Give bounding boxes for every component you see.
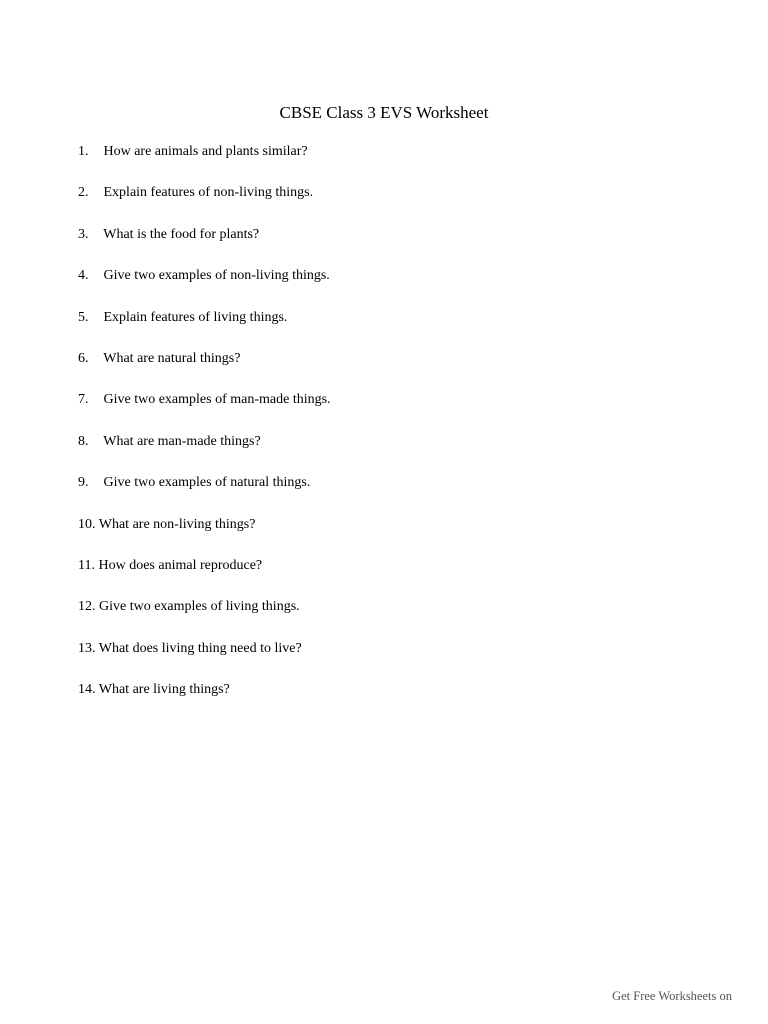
question-item-10 bbox=[78, 515, 698, 556]
question-number: 5. bbox=[78, 309, 89, 325]
question-number: 3. bbox=[78, 226, 89, 242]
question-number: 10. bbox=[78, 516, 96, 532]
question-text: Give two examples of natural things. bbox=[103, 475, 311, 491]
question-item-13 bbox=[78, 639, 698, 680]
question-item-12 bbox=[78, 597, 698, 638]
question-text: What are natural things? bbox=[103, 350, 241, 366]
question-item-9 bbox=[78, 473, 698, 514]
question-item-1 bbox=[78, 142, 698, 183]
question-text: How are animals and plants similar? bbox=[103, 144, 308, 159]
question-list bbox=[78, 142, 698, 721]
question-number: 8. bbox=[78, 433, 89, 449]
question-text: How does animal reproduce? bbox=[98, 557, 263, 573]
question-text: Explain features of non-living things. bbox=[103, 185, 314, 201]
question-item-8 bbox=[78, 432, 698, 473]
question-item-11 bbox=[78, 556, 698, 597]
question-number: 7. bbox=[78, 392, 89, 408]
question-text: Give two examples of living things. bbox=[99, 599, 300, 615]
question-number: 14. bbox=[78, 682, 96, 698]
question-item-5 bbox=[78, 308, 698, 349]
question-number: 6. bbox=[78, 350, 89, 366]
question-number: 2. bbox=[78, 185, 89, 201]
question-text: What does living thing need to live? bbox=[98, 640, 302, 656]
page-title: CBSE Class 3 EVS Worksheet bbox=[279, 103, 489, 122]
footer-text: Get Free Worksheets on bbox=[612, 989, 732, 1003]
question-number: 1. bbox=[78, 144, 89, 159]
question-number: 9. bbox=[78, 475, 89, 491]
question-text: Explain features of living things. bbox=[103, 309, 288, 325]
question-text: Give two examples of non-living things. bbox=[103, 268, 330, 284]
question-number: 4. bbox=[78, 268, 89, 284]
question-item-4 bbox=[78, 266, 698, 307]
question-item-14 bbox=[78, 680, 698, 721]
question-item-3 bbox=[78, 225, 698, 266]
question-item-6 bbox=[78, 349, 698, 390]
question-text: What are man-made things? bbox=[103, 433, 261, 449]
question-number: 12. bbox=[78, 599, 96, 615]
question-text: Give two examples of man-made things. bbox=[103, 392, 331, 408]
question-number: 11. bbox=[78, 557, 95, 573]
question-item-7 bbox=[78, 390, 698, 431]
question-text: What is the food for plants? bbox=[103, 226, 260, 242]
question-number: 13. bbox=[78, 640, 96, 656]
question-text: What are non-living things? bbox=[98, 516, 256, 532]
question-item-2 bbox=[78, 183, 698, 224]
question-text: What are living things? bbox=[98, 682, 230, 698]
